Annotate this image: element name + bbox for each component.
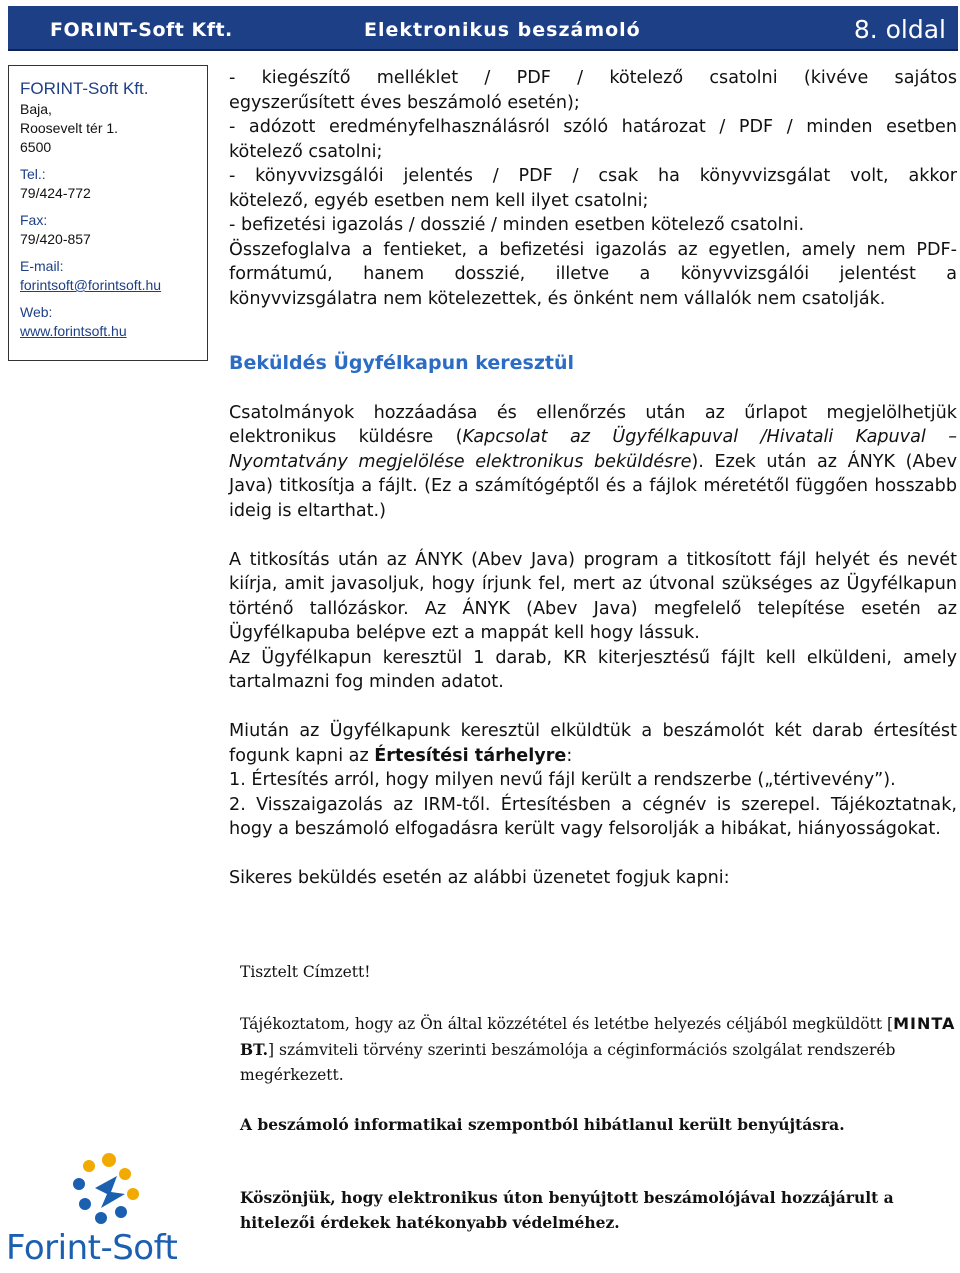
paragraph-notifications <box>229 719 957 768</box>
message-body-a: Tájékoztatom, hogy az Ön által közzététel és letétbe helyezés céljából megküldött [ <box>240 1015 894 1033</box>
attachment-line-4: kötelező csatolni; <box>229 141 383 162</box>
contact-tel-label: Tel.: <box>20 166 46 182</box>
contact-fax-label: Fax: <box>20 212 48 228</box>
message-line-3: Köszönjük, hogy elektronikus úton benyújtott beszámolójával hozzájárult a hitelezői érdekek hatékonyabb védelméhez. <box>240 1188 894 1232</box>
contact-tel: 79/424-772 <box>20 185 91 201</box>
header-company: FORINT-Soft Kft. <box>50 19 233 41</box>
attachment-line-7: - befizetési igazolás / dosszié / minden esetben kötelező csatolni. <box>229 215 805 235</box>
summary-line-1: Összefoglalva a fentieket, a befizetési igazolás az egyetlen, amely nem PDF- <box>229 239 957 260</box>
section-title: Beküldés Ügyfélkapun keresztül <box>229 352 575 374</box>
notification-item-2: 2. Visszaigazolás az IRM-től. Értesítésben a cégnév is szerepel. Tájékoztatnak, hogy a beszámoló elfogadásra került vagy felsorolják a hibákat, hiányosságokat. <box>229 794 957 839</box>
message-body <box>240 1011 958 1088</box>
contact-web-label: Web: <box>20 304 53 320</box>
paragraph-encryption: A titkosítás után az ÁNYK (Abev Java) program a titkosított fájl helyét és nevét kiírja, amit javasoljuk, hogy írjunk fel, mert az útvonal szükséges az Ügyfélkapun történő tallózáskor. Az ÁNYK (Abev Java) megfelelő telepítése esetén az Ügyfélkapuba belépve ezt a mappát kell hogy lássuk. <box>229 549 957 643</box>
paragraph-attachments <box>229 401 957 524</box>
contact-box <box>8 65 208 361</box>
paragraph-notifications-a: Miután az Ügyfélkapunk keresztül elküldtük a beszámolót két darab értesítést fogunk kapni az <box>229 721 957 766</box>
main-content <box>229 66 957 891</box>
paragraph-success-intro: Sikeres beküldés esetén az alábbi üzenetet fogjuk kapni: <box>229 868 730 888</box>
paragraph-notifications-c: : <box>566 745 573 766</box>
contact-email-label: E-mail: <box>20 258 64 274</box>
message-body-b: ] számviteli törvény szerinti beszámolója a céginformációs szolgálat rendszeréb megérkezett. <box>240 1041 896 1084</box>
message-greeting: Tisztelt Címzett! <box>240 963 371 981</box>
contact-street: Roosevelt tér 1. <box>20 120 119 136</box>
message-body-mint: MINTA <box>893 1014 956 1033</box>
contact-company: FORINT-Soft Kft. <box>20 79 149 98</box>
confirmation-message <box>240 960 958 1235</box>
summary-line-3: könyvvizsgálatra nem kötelezettek, és önként nem vállalók nem csatolják. <box>229 288 886 309</box>
paragraph-attachments-menu-path: Kapcsolat az Ügyfélkapuval /Hivatali Kapuval – Nyomtatvány megjelölése elektronikus beküldésre <box>229 427 957 472</box>
contact-zip: 6500 <box>20 139 52 155</box>
paragraph-attachments-b: ). Ezek után az ÁNYK (Abev Java) titkosítja a fájlt. (Ez a számítógéptől és a fájlok méretétől függően hosszabb ideig is eltarthat.) <box>229 451 957 521</box>
contact-fax: 79/420-857 <box>20 231 91 247</box>
header-title: Elektronikus beszámoló <box>364 19 641 41</box>
attachment-line-6: kötelező, egyéb esetben nem kell ilyet csatolni; <box>229 190 649 211</box>
forint-soft-logo <box>6 1140 216 1268</box>
summary-line-2: formátumú, hanem dosszié, illetve a könyvvizsgálói jelentést a <box>229 264 957 284</box>
contact-city: Baja, <box>20 101 52 117</box>
attachment-line-2: egyszerűsített éves beszámoló esetén); <box>229 92 580 113</box>
paragraph-notifications-bold: Értesítési tárhelyre <box>374 745 567 766</box>
paragraph-attachments-a: Csatolmányok hozzáadása és ellenőrzés után az űrlapot megjelölhetjük elektronikus küldésre ( <box>229 402 957 447</box>
logo-mark-icon <box>6 1140 216 1230</box>
contact-web-link[interactable]: www.forintsoft.hu <box>20 323 127 339</box>
attachment-line-3: - adózott eredményfelhasználásról szóló határozat / PDF / minden esetben <box>229 117 957 137</box>
attachment-line-5: - könyvvizsgálói jelentés / PDF / csak ha könyvvizsgálat volt, akkor <box>229 166 957 186</box>
page-number: 8. oldal <box>853 15 946 44</box>
message-body-bt: BT. <box>240 1040 269 1059</box>
paragraph-kr-file: Az Ügyfélkapun keresztül 1 darab, KR kiterjesztésű fájlt kell elküldeni, amely tartalmazni fog minden adatot. <box>229 647 957 692</box>
attachment-line-1: - kiegészítő melléklet / PDF / kötelező csatolni (kivéve sajátos <box>229 68 957 88</box>
message-line-2: A beszámoló informatikai szempontból hibátlanul került benyújtásra. <box>240 1115 845 1134</box>
contact-email-link[interactable]: forintsoft@forintsoft.hu <box>20 277 162 293</box>
notification-item-1: 1. Értesítés arról, hogy milyen nevű fájl került a rendszerbe („tértivevény”). <box>229 770 896 790</box>
logo-text: Forint-Soft <box>6 1228 178 1268</box>
page-header <box>8 6 958 51</box>
